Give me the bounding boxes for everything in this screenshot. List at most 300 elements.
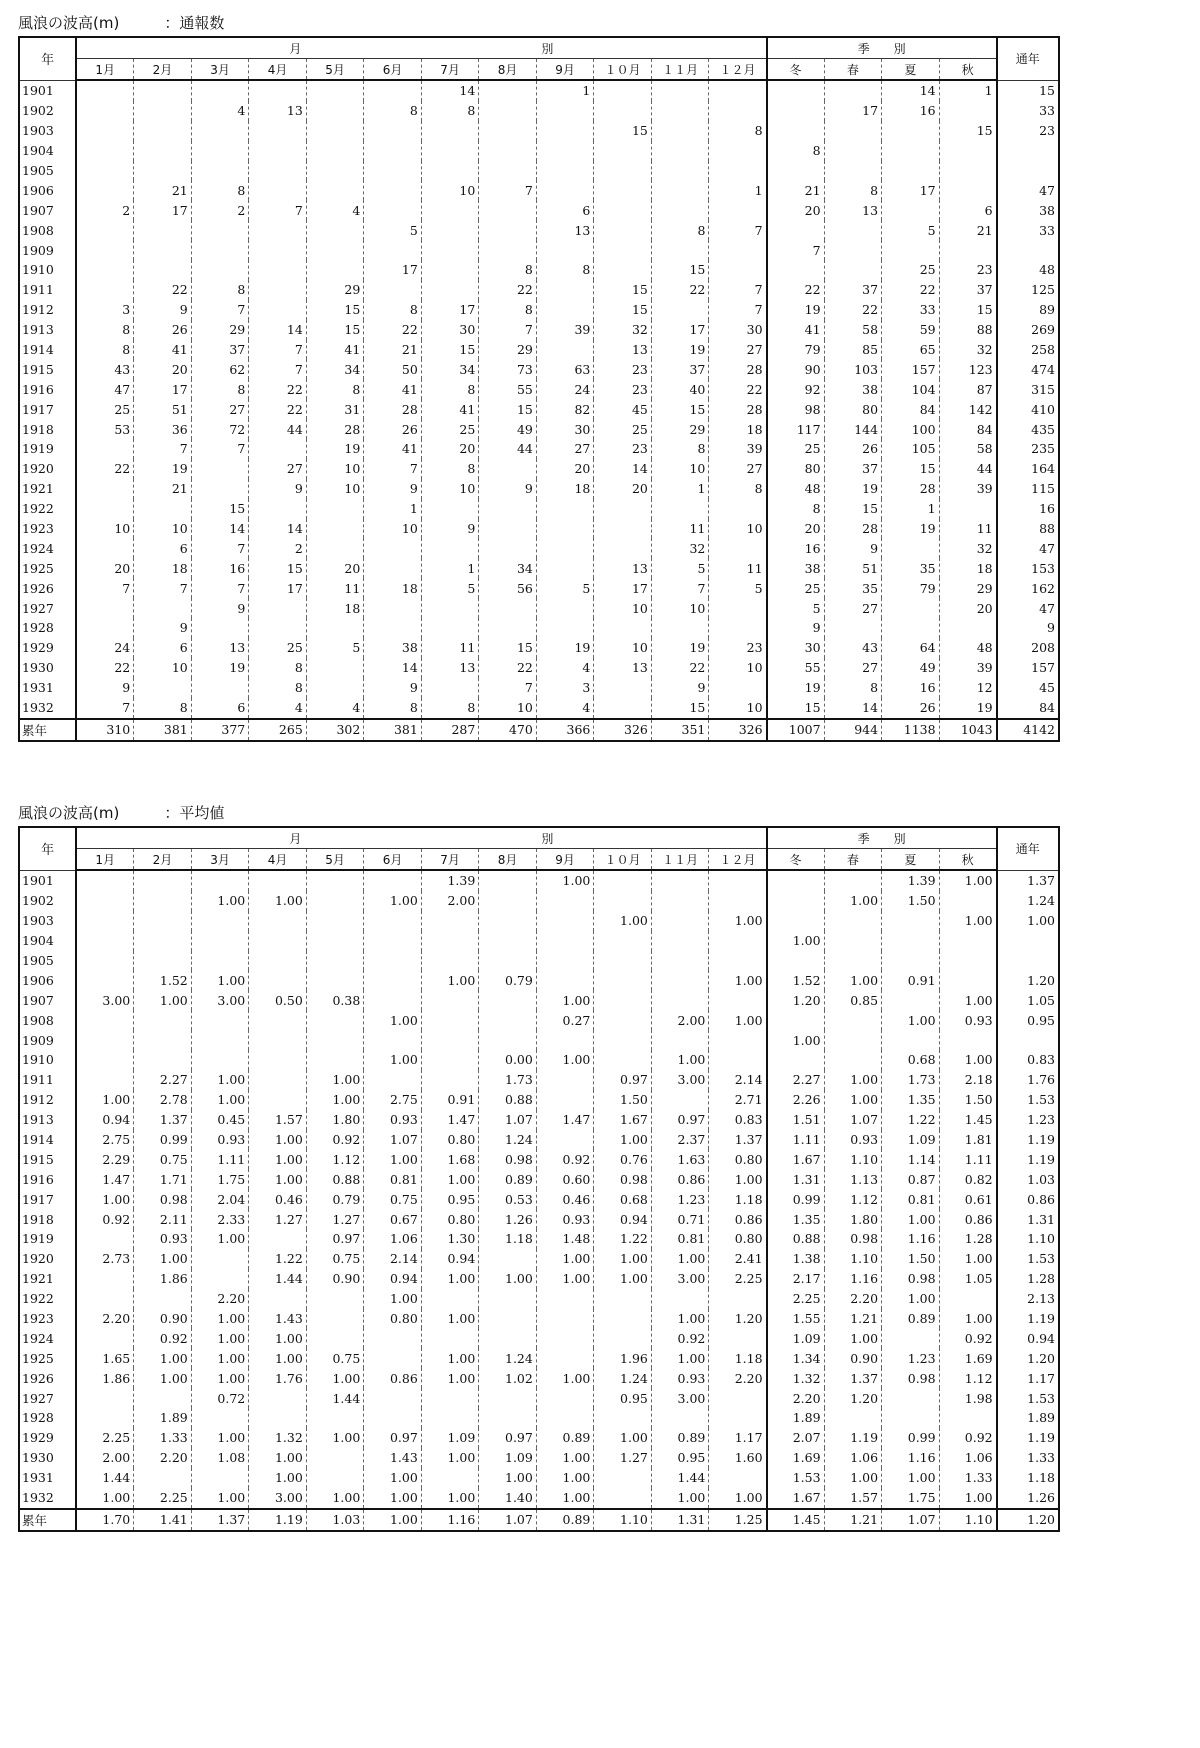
table-cell: 20 [594, 479, 652, 499]
table-cell: 7 [249, 200, 307, 220]
table-cell: 2.07 [767, 1428, 825, 1448]
table-cell: 1.80 [306, 1110, 364, 1130]
table-cell: 0.98 [882, 1269, 940, 1289]
year-cell: 1916 [19, 1169, 76, 1189]
table-cell: 0.82 [939, 1169, 997, 1189]
table-cell [709, 1388, 767, 1408]
table-cell: 0.98 [594, 1169, 652, 1189]
year-cell: 1905 [19, 161, 76, 181]
table-cell: 2.29 [76, 1149, 134, 1169]
table-cell: 22 [709, 379, 767, 399]
table-cell: 1.10 [824, 1249, 882, 1269]
table-cell: 1.00 [536, 1249, 594, 1269]
table-cell: 47 [997, 180, 1059, 200]
table-cell: 1.07 [479, 1509, 537, 1531]
table-cell [249, 220, 307, 240]
table-cell [709, 499, 767, 519]
table-cell: 0.94 [76, 1110, 134, 1130]
table-cell: 1.33 [939, 1468, 997, 1488]
table-cell: 51 [824, 558, 882, 578]
table-cell [249, 951, 307, 971]
table-cell [306, 658, 364, 678]
table-cell [249, 439, 307, 459]
table-cell: 1.57 [249, 1110, 307, 1130]
table-cell: 47 [997, 598, 1059, 618]
table-cell: 2.26 [767, 1090, 825, 1110]
table-row [19, 870, 1059, 891]
table-cell: 31 [306, 399, 364, 419]
table-cell: 1.86 [76, 1368, 134, 1388]
table-cell: 2 [249, 538, 307, 558]
table-cell: 1.00 [594, 911, 652, 931]
table-cell: 164 [997, 459, 1059, 479]
table-cell [594, 1030, 652, 1050]
header-row [19, 849, 1059, 871]
table-cell [76, 891, 134, 911]
table-cell: 0.45 [191, 1110, 249, 1130]
table-cell [536, 121, 594, 141]
table-cell: 1.23 [651, 1189, 709, 1209]
table-cell: 1.86 [134, 1269, 192, 1289]
table-cell: 23 [939, 260, 997, 280]
table-cell: 1.20 [767, 990, 825, 1010]
table-row [19, 80, 1059, 101]
table-cell [479, 990, 537, 1010]
table-cell: 0.75 [306, 1249, 364, 1269]
table-cell: 0.92 [536, 1149, 594, 1169]
table-cell: 1.22 [249, 1249, 307, 1269]
table-cell: 1.11 [767, 1130, 825, 1150]
table-cell: 3.00 [191, 990, 249, 1010]
table-cell: 0.90 [824, 1348, 882, 1368]
table-cell [479, 1249, 537, 1269]
table-cell: 0.92 [134, 1328, 192, 1348]
table-cell: 1.33 [997, 1448, 1059, 1468]
year-cell: 1917 [19, 1189, 76, 1209]
table-cell: 1.30 [421, 1229, 479, 1249]
table-cell [134, 1388, 192, 1408]
table-cell: 1.00 [421, 1269, 479, 1289]
table-cell [536, 1388, 594, 1408]
table-cell: 37 [191, 340, 249, 360]
table-cell: 1.00 [939, 911, 997, 931]
table-cell [421, 931, 479, 951]
table-cell: 47 [997, 538, 1059, 558]
table-cell: 1.53 [767, 1468, 825, 1488]
table-cell: 1.00 [249, 1348, 307, 1368]
month-header: 5月 [306, 59, 364, 81]
table-cell: 4 [191, 101, 249, 121]
table-cell [134, 870, 192, 891]
table-cell: 20 [134, 359, 192, 379]
table-row [19, 538, 1059, 558]
table-row [19, 1030, 1059, 1050]
table-cell [134, 678, 192, 698]
table-cell [997, 240, 1059, 260]
year-cell: 1903 [19, 121, 76, 141]
table-cell: 32 [939, 340, 997, 360]
table-cell: 2.78 [134, 1090, 192, 1110]
table-cell [306, 180, 364, 200]
year-cell: 1923 [19, 519, 76, 539]
table-row [19, 359, 1059, 379]
table-cell [824, 121, 882, 141]
table-cell: 1.27 [306, 1209, 364, 1229]
table-cell: 17 [594, 578, 652, 598]
table-cell: 1.27 [594, 1448, 652, 1468]
table-cell: 8 [421, 698, 479, 719]
table-cell: 27 [536, 439, 594, 459]
table-cell: 0.92 [76, 1209, 134, 1229]
table-cell [939, 101, 997, 121]
table-cell: 26 [824, 439, 882, 459]
table-cell: 19 [882, 519, 940, 539]
year-cell: 1914 [19, 340, 76, 360]
month-header: １１月 [651, 59, 709, 81]
table-cell: 1.52 [767, 970, 825, 990]
table-cell: 73 [479, 359, 537, 379]
table-cell [421, 161, 479, 181]
table-cell: 16 [767, 538, 825, 558]
table-cell [536, 280, 594, 300]
table-cell: 1.81 [939, 1130, 997, 1150]
table-cell: 27 [249, 459, 307, 479]
year-cell: 1904 [19, 141, 76, 161]
table-cell: 9 [249, 479, 307, 499]
table-cell: 98 [767, 399, 825, 419]
table-cell: 2.20 [134, 1448, 192, 1468]
table-cell: 1.00 [536, 1448, 594, 1468]
table-cell [306, 951, 364, 971]
table-cell: 1.00 [882, 1468, 940, 1488]
table-cell [249, 618, 307, 638]
season-header: 冬 [767, 59, 825, 81]
table-cell: 1.00 [824, 970, 882, 990]
table-cell: 1.00 [249, 1328, 307, 1348]
table-cell: 20 [76, 558, 134, 578]
year-cell: 1931 [19, 1468, 76, 1488]
table-cell: 0.99 [882, 1428, 940, 1448]
table-cell: 1.63 [651, 1149, 709, 1169]
table-cell: 0.94 [364, 1269, 422, 1289]
table-cell: 1.73 [882, 1070, 940, 1090]
table-cell: 10 [76, 519, 134, 539]
table-cell [882, 931, 940, 951]
table-cell: 26 [134, 320, 192, 340]
season-header: 秋 [939, 849, 997, 871]
table-cell [479, 1408, 537, 1428]
year-cell: 1923 [19, 1309, 76, 1329]
table-cell [824, 220, 882, 240]
table-row [19, 260, 1059, 280]
table-cell [594, 260, 652, 280]
table-cell [882, 161, 940, 181]
table-cell: 1.00 [594, 1130, 652, 1150]
table-cell: 1.00 [824, 891, 882, 911]
table-cell: 1.00 [882, 1010, 940, 1030]
table-cell [651, 951, 709, 971]
table-cell: 8 [421, 101, 479, 121]
table-cell: 25 [594, 419, 652, 439]
table-cell [709, 161, 767, 181]
table-cell: 21 [767, 180, 825, 200]
year-cell: 1930 [19, 658, 76, 678]
table-cell [364, 598, 422, 618]
year-cell: 1932 [19, 1488, 76, 1509]
table-cell [536, 1289, 594, 1309]
table-cell [997, 1030, 1059, 1050]
table-cell [191, 870, 249, 891]
table-cell [997, 931, 1059, 951]
table-cell: 1.06 [364, 1229, 422, 1249]
header-row [19, 59, 1059, 81]
season-header: 冬 [767, 849, 825, 871]
table-cell: 11 [709, 558, 767, 578]
table-cell: 9 [76, 678, 134, 698]
table-cell: 13 [421, 658, 479, 678]
table-cell: 22 [249, 379, 307, 399]
table-cell: 0.89 [536, 1428, 594, 1448]
table-cell: 19 [191, 658, 249, 678]
table-cell: 0.80 [709, 1149, 767, 1169]
table-cell [134, 1030, 192, 1050]
table-cell: 2.20 [767, 1388, 825, 1408]
table-cell [134, 951, 192, 971]
table-cell [709, 931, 767, 951]
table-cell: 11 [651, 519, 709, 539]
table-cell [651, 1289, 709, 1309]
table-cell: 0.75 [134, 1149, 192, 1169]
table-cell: 4 [249, 698, 307, 719]
month-header: 4月 [249, 849, 307, 871]
table-cell: 1.00 [134, 1348, 192, 1368]
table-cell: 2.20 [824, 1289, 882, 1309]
table-cell [191, 931, 249, 951]
table-cell [76, 141, 134, 161]
season-group-header: 季 別 [767, 37, 997, 59]
table-cell: 25 [767, 578, 825, 598]
table-cell: 1.00 [421, 970, 479, 990]
table-cell [364, 141, 422, 161]
table-cell [76, 931, 134, 951]
table-cell [536, 180, 594, 200]
table-cell: 12 [939, 678, 997, 698]
table-cell [249, 300, 307, 320]
table-cell: 1.18 [709, 1189, 767, 1209]
table-cell: 8 [191, 280, 249, 300]
year-cell: 1915 [19, 359, 76, 379]
table-cell [882, 200, 940, 220]
total-row [19, 1509, 1059, 1531]
table-cell: 1.89 [997, 1408, 1059, 1428]
table-cell: 15 [824, 499, 882, 519]
table-cell: 10 [421, 180, 479, 200]
table-cell [191, 240, 249, 260]
table-cell: 14 [594, 459, 652, 479]
table-cell: 1.00 [421, 1488, 479, 1509]
table-cell: 1.10 [824, 1149, 882, 1169]
table-cell: 302 [306, 719, 364, 741]
table-cell: 1.00 [191, 1328, 249, 1348]
table-cell: 19 [939, 698, 997, 719]
table-cell: 0.90 [134, 1309, 192, 1329]
table-cell: 1.19 [997, 1149, 1059, 1169]
table-cell: 44 [939, 459, 997, 479]
table-cell: 25 [76, 399, 134, 419]
table-cell: 19 [824, 479, 882, 499]
table-cell: 0.97 [651, 1110, 709, 1130]
table-cell [191, 1408, 249, 1428]
table-cell: 0.89 [651, 1428, 709, 1448]
table-cell [306, 101, 364, 121]
table-cell [536, 1309, 594, 1329]
table-cell: 16 [997, 499, 1059, 519]
table-cell [134, 931, 192, 951]
table-cell [767, 870, 825, 891]
table-cell [824, 618, 882, 638]
table-cell: 1.00 [306, 1488, 364, 1509]
table-cell [709, 1030, 767, 1050]
table-row [19, 1468, 1059, 1488]
table-cell [651, 80, 709, 101]
table-cell: 1.39 [421, 870, 479, 891]
table-cell: 10 [421, 479, 479, 499]
table-cell [249, 598, 307, 618]
table-row [19, 300, 1059, 320]
year-cell: 1928 [19, 1408, 76, 1428]
table-cell [824, 1408, 882, 1428]
table-cell: 1.00 [767, 1030, 825, 1050]
table-cell [882, 1388, 940, 1408]
table-cell: 1.17 [997, 1368, 1059, 1388]
table-cell: 23 [997, 121, 1059, 141]
table-cell: 1.00 [709, 1488, 767, 1509]
table-cell: 3.00 [651, 1269, 709, 1289]
table-cell [536, 340, 594, 360]
table-cell [882, 990, 940, 1010]
table-cell: 23 [594, 439, 652, 459]
table-cell: 3.00 [651, 1388, 709, 1408]
table-cell: 92 [767, 379, 825, 399]
table-cell: 80 [767, 459, 825, 479]
table-cell [249, 141, 307, 161]
table-cell [536, 538, 594, 558]
table-cell [76, 1050, 134, 1070]
table-cell [364, 280, 422, 300]
table-cell: 7 [767, 240, 825, 260]
table-cell [997, 161, 1059, 181]
table-cell: 27 [824, 658, 882, 678]
year-cell: 1922 [19, 1289, 76, 1309]
table-cell [536, 1030, 594, 1050]
table-cell: 63 [536, 359, 594, 379]
table-cell: 377 [191, 719, 249, 741]
table-cell: 1.50 [882, 891, 940, 911]
table-cell [421, 121, 479, 141]
table-cell: 1 [939, 80, 997, 101]
table-cell: 2.20 [709, 1368, 767, 1388]
year-cell: 1912 [19, 300, 76, 320]
year-cell: 1926 [19, 578, 76, 598]
table-cell: 41 [364, 439, 422, 459]
table-cell: 1.53 [997, 1388, 1059, 1408]
table-cell: 0.88 [306, 1169, 364, 1189]
table-cell [939, 240, 997, 260]
table-cell [939, 931, 997, 951]
table-cell: 1.19 [249, 1509, 307, 1531]
month-header: 9月 [536, 59, 594, 81]
table-cell [76, 240, 134, 260]
table-title: 風浪の波高(m) ：通報数 [18, 14, 225, 32]
table-cell: 1.09 [882, 1130, 940, 1150]
table-cell: 0.86 [939, 1209, 997, 1229]
table-cell: 0.98 [882, 1368, 940, 1388]
table-row [19, 1090, 1059, 1110]
table-cell [421, 1070, 479, 1090]
table-cell: 235 [997, 439, 1059, 459]
table-cell: 8 [191, 180, 249, 200]
table-cell: 0.93 [191, 1130, 249, 1150]
table-cell: 9 [134, 618, 192, 638]
table-cell [249, 240, 307, 260]
table-cell: 1.00 [594, 1249, 652, 1269]
table-cell: 1.76 [997, 1070, 1059, 1090]
table-cell [364, 121, 422, 141]
table-cell: 1043 [939, 719, 997, 741]
table-cell: 0.94 [594, 1209, 652, 1229]
table-cell: 1.06 [939, 1448, 997, 1468]
table-cell: 0.93 [364, 1110, 422, 1130]
table-cell [882, 1408, 940, 1428]
year-cell: 1917 [19, 399, 76, 419]
table-cell: 4 [536, 658, 594, 678]
table-cell: 2.33 [191, 1209, 249, 1229]
table-cell [421, 280, 479, 300]
table-cell: 0.89 [479, 1169, 537, 1189]
table-cell: 9 [191, 598, 249, 618]
table-cell: 0.60 [536, 1169, 594, 1189]
table-cell: 1.41 [134, 1509, 192, 1531]
year-cell: 1924 [19, 1328, 76, 1348]
table-cell: 15 [997, 80, 1059, 101]
table-cell: 22 [76, 459, 134, 479]
table-cell: 1.00 [249, 1468, 307, 1488]
table-cell [479, 911, 537, 931]
table-cell: 1.53 [997, 1249, 1059, 1269]
year-cell: 1903 [19, 911, 76, 931]
table-cell [421, 1388, 479, 1408]
table-cell [594, 990, 652, 1010]
table-cell [364, 558, 422, 578]
table-cell: 1.10 [939, 1509, 997, 1531]
table-cell [479, 598, 537, 618]
table-cell: 1 [709, 180, 767, 200]
table-cell: 2 [191, 200, 249, 220]
table-cell [536, 519, 594, 539]
table-cell: 1.00 [824, 1090, 882, 1110]
table-cell: 20 [767, 519, 825, 539]
table-cell: 65 [882, 340, 940, 360]
table-cell: 55 [479, 379, 537, 399]
table-cell [364, 1030, 422, 1050]
table-cell [536, 1130, 594, 1150]
table-cell: 0.75 [306, 1348, 364, 1368]
table-cell [134, 1289, 192, 1309]
table-cell: 1.11 [191, 1149, 249, 1169]
table-cell [306, 121, 364, 141]
table-cell: 38 [364, 638, 422, 658]
table-cell [709, 951, 767, 971]
